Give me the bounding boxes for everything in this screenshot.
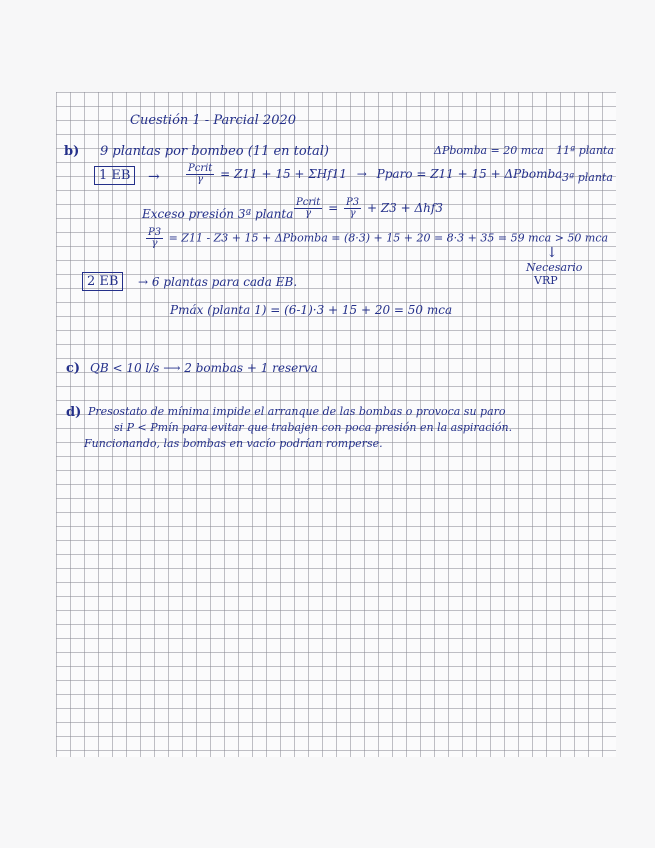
eq3-numerator: P3 [148,227,162,238]
section-c-label: c) [66,361,81,376]
eq2-numerator-2: P3 [346,197,360,208]
eq1-denominator: γ [197,174,204,185]
max-pressure-equation: Pmáx (planta 1) = (6-1)·3 + 15 + 20 = 50 mca [170,303,453,317]
eq1-arrow: → [356,167,367,181]
eq2-numerator-1: Pcrit [296,197,321,208]
excess-pressure-label: Exceso presión 3ª planta [142,207,294,221]
eq1-numerator: Pcrit [188,163,213,174]
eq1-rest: = Z11 + 15 + ΣHf11 [220,167,347,181]
page-title: Cuestión 1 - Parcial 2020 [130,113,297,128]
plant-11-label: 11ª planta [556,144,614,157]
grid-paper [56,92,616,757]
plants-note: 9 plantas por bombeo (11 en total) [100,144,329,159]
vrp-note: VRP [534,274,558,287]
eq2-rest: + Z3 + Δhf3 [366,201,443,215]
equation-2 [292,198,443,219]
eb1-arrow: → [148,169,160,185]
eq3-rest: = Z11 - Z3 + 15 + ΔPbomba = (8·3) + 15 + 20 = 8·3 + 35 = 59 mca > 50 mca [168,231,609,245]
necessary-note: Necesario [526,261,583,274]
equation-1 [184,164,562,185]
eb1-box: 1 EB [94,166,135,185]
eq2-denominator-1: γ [305,208,312,219]
equation-3 [144,228,608,249]
eq1-result: Pparo = Z11 + 15 + ΔPbomba [376,167,563,181]
eq3-fraction [146,228,163,249]
section-b-label: b) [64,144,80,159]
eq2-equals: = [328,201,339,215]
section-d-line-3: Funcionando, las bombas en vacío podrían romperse. [84,437,383,450]
eq1-fraction [186,164,214,185]
eq3-denominator: γ [151,238,158,249]
down-arrow: ↓ [546,245,558,261]
section-d-line-1: Presostato de mínima impide el arranque de las bombas o provoca su paro [88,405,506,418]
section-d-label: d) [66,405,82,420]
section-c-text: QB < 10 l/s ⟶ 2 bombas + 1 reserva [90,361,318,375]
pump-pressure-note: ΔPbomba = 20 mca [434,144,544,157]
plant-3-label: 3ª planta [562,171,613,184]
eq2-denominator-2: γ [349,208,356,219]
eb2-box: 2 EB [82,272,123,291]
eb2-text: → 6 plantas para cada EB. [138,275,298,289]
eq2-fraction-2 [344,198,361,219]
section-d-line-2: si P < Pmín para evitar que trabajen con poca presión en la aspiración. [114,421,513,434]
eq2-fraction-1 [294,198,322,219]
